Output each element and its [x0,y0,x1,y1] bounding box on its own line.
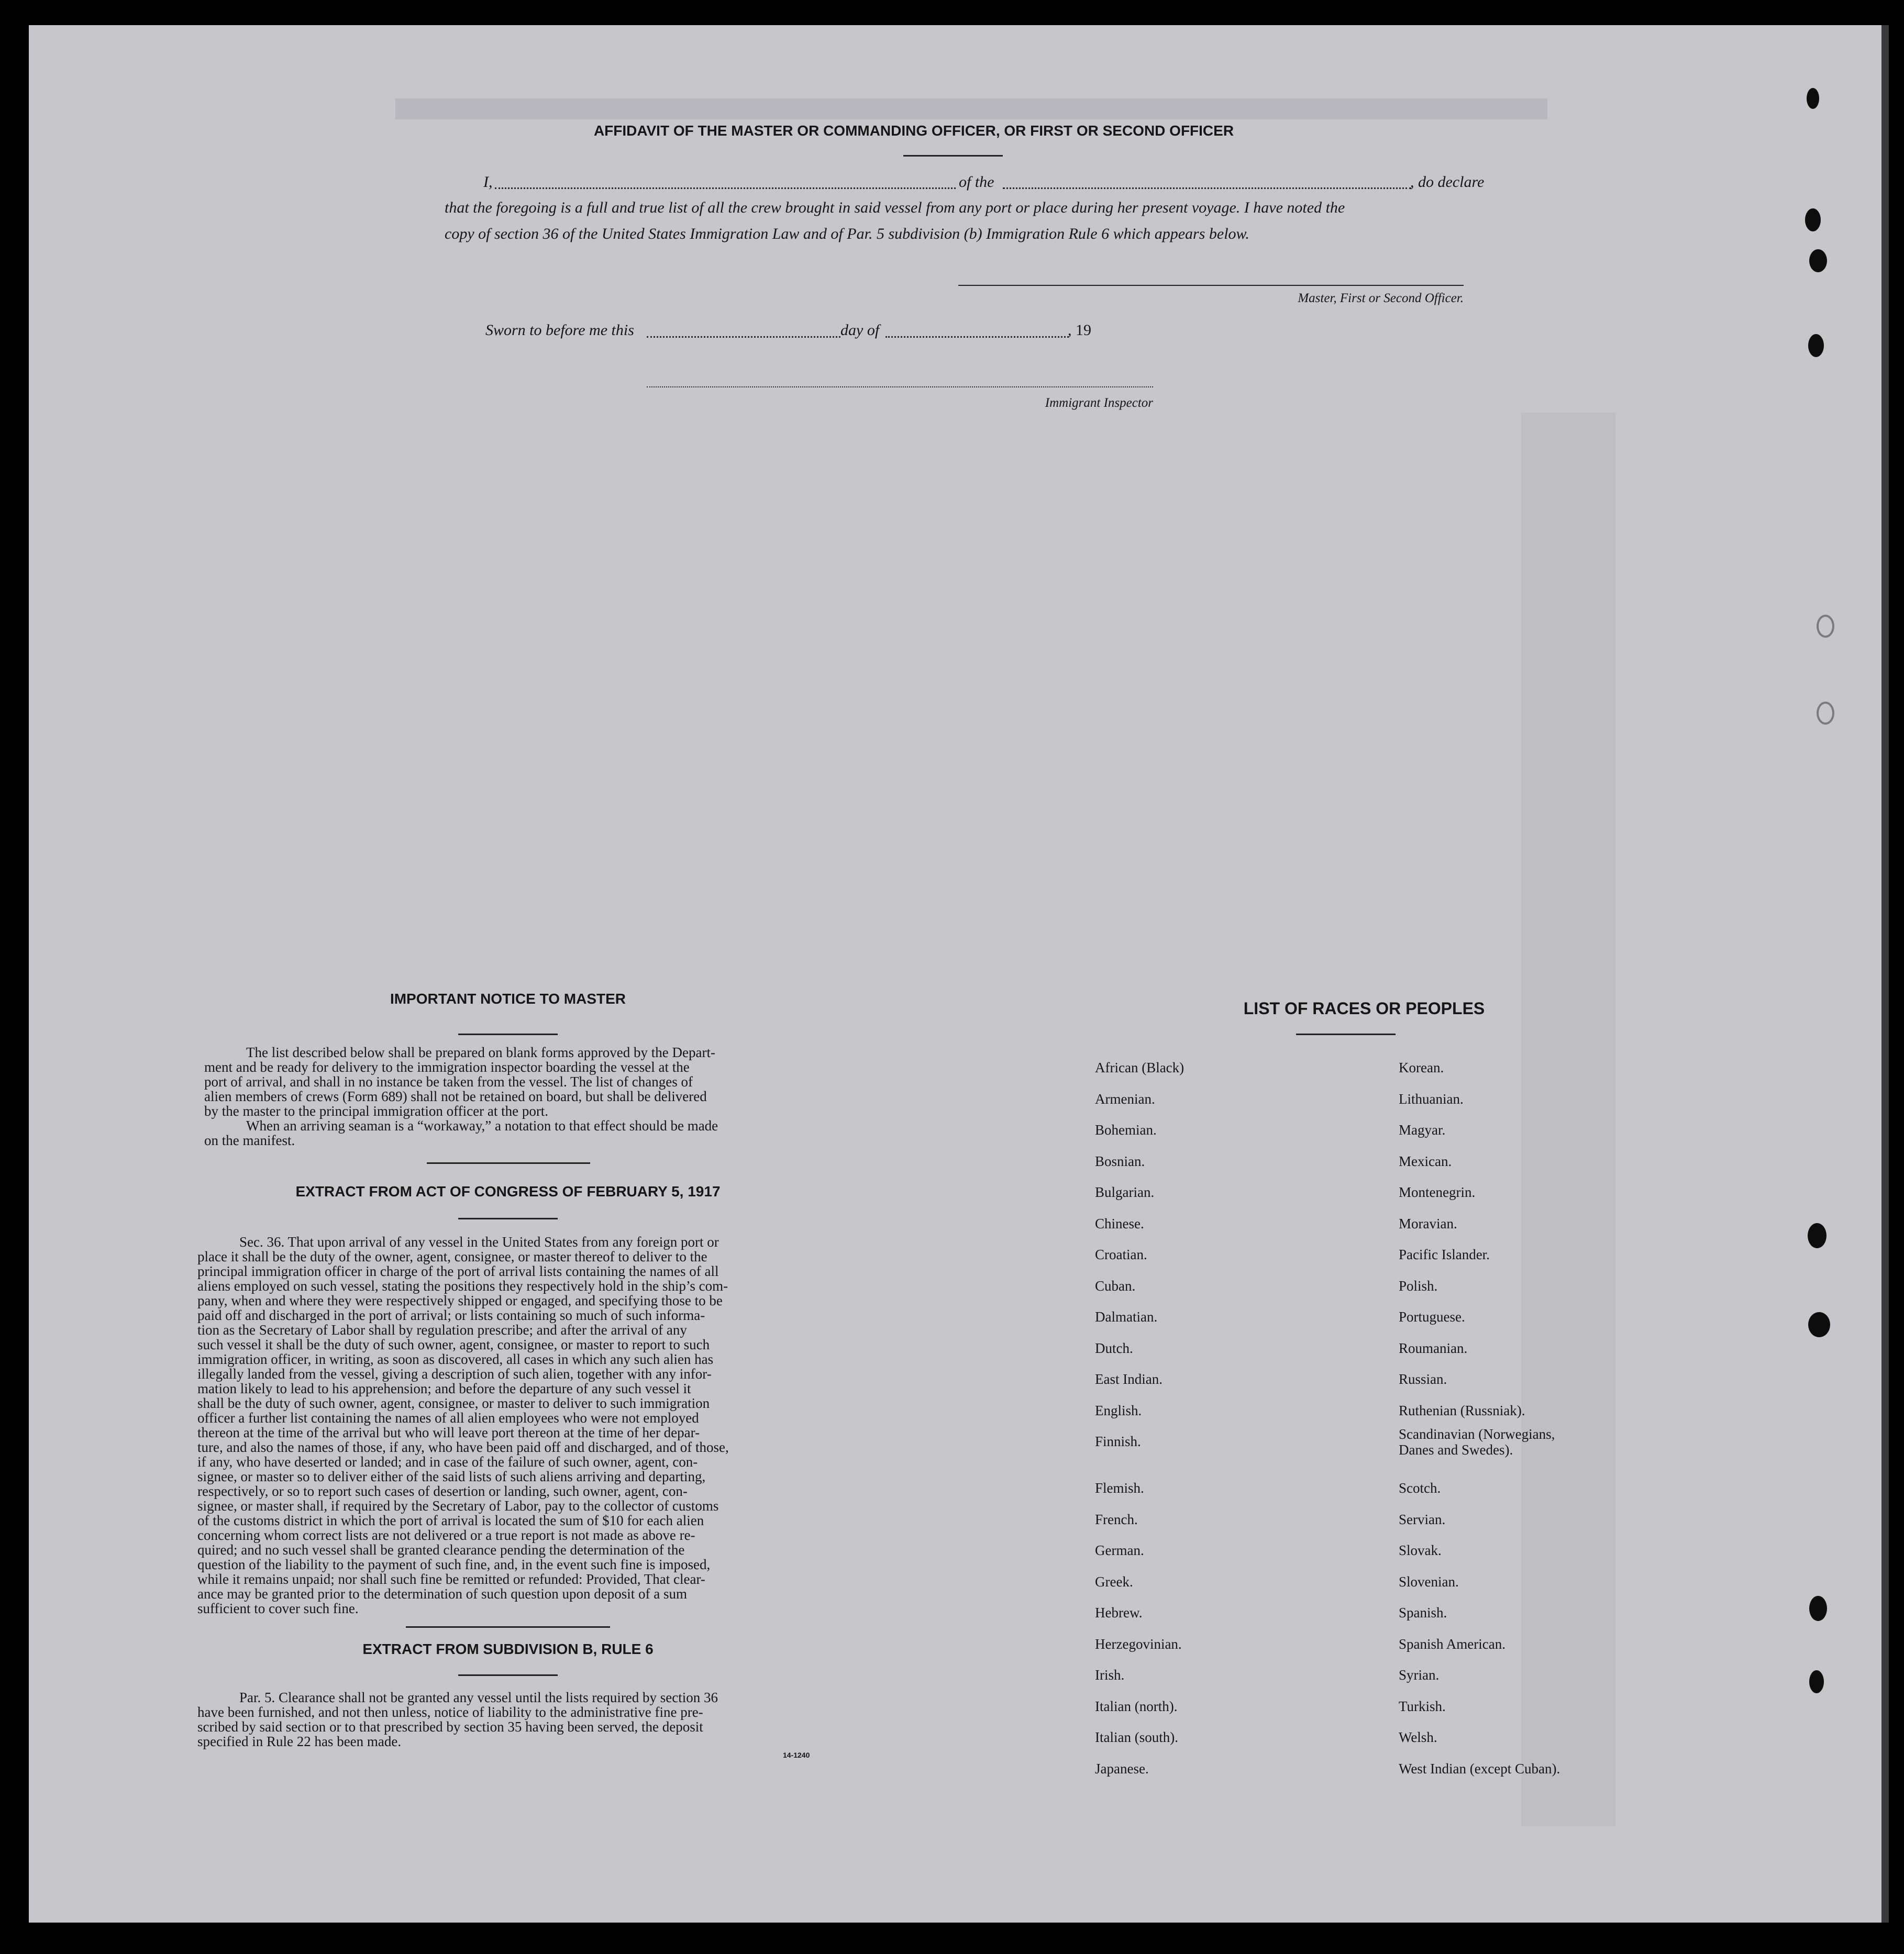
text-line: immigration officer, in writing, as soon as discovered, all cases in which any such alien has [197,1351,714,1367]
document-page [29,25,1889,1923]
text-line: pany, when and where they were respectively shipped or engaged, and specifying those to be [197,1293,723,1308]
vessel-blank [1003,187,1411,189]
text-line: on the manifest. [204,1133,295,1148]
race-item: Greek. [1095,1573,1133,1590]
race-item: Russian. [1399,1371,1447,1387]
form-number: 14-1240 [783,1751,810,1759]
text-line: alien members of crews (Form 689) shall not be retained on board, but shall be delivered [204,1089,707,1104]
race-item: East Indian. [1095,1371,1163,1387]
race-item: Finnish. [1095,1434,1141,1449]
race-item: Spanish. [1399,1605,1447,1620]
race-item: Moravian. [1399,1215,1457,1231]
section-divider [406,1626,610,1628]
act-title: EXTRACT FROM ACT OF CONGRESS OF FEBRUARY 5, 1917 [295,1183,721,1200]
text-line: scribed by said section or to that prescribed by section 35 having been served, the deposit [197,1719,703,1735]
text-line: by the master to the principal immigration officer at the port. [204,1103,549,1119]
rule-par-5-text [197,1690,812,1749]
race-item: German. [1095,1542,1144,1558]
text-line: of the customs district in which the port of arrival is located the sum of $10 for each alien [197,1513,704,1528]
race-item: Portuguese. [1399,1309,1465,1325]
binder-hole [1809,1596,1827,1621]
race-item: Slovak. [1399,1542,1442,1558]
text-line: have been furnished, and not then unless, notice of liability to the administrative fine pre- [197,1704,703,1720]
sworn-day-of: day of [840,321,880,339]
binder-hole [1807,88,1819,109]
act-section-36-text [197,1235,812,1616]
notice-text [204,1045,812,1118]
notice-divider [458,1034,558,1035]
inspector-signature-line [647,386,1153,387]
title-divider [903,155,1003,157]
race-item: Bosnian. [1095,1153,1145,1169]
text-line: respectively, or so to report such cases of desertion or landing, such owner, agent, con- [197,1483,688,1499]
race-item: Croatian. [1095,1247,1147,1262]
race-item: Cuban. [1095,1278,1136,1294]
race-item: Korean. [1399,1060,1444,1075]
binder-hole [1817,615,1834,638]
text-line: signee, or master shall, if required by the Secretary of Labor, pay to the collector of customs [197,1498,719,1514]
text-line: if any, who have deserted or landed; and in case of the failure of such owner, agent, con- [197,1454,698,1470]
race-item: English. [1095,1402,1142,1418]
text-line: ture, and also the names of those, if any, who have been paid off and discharged, and of those, [197,1439,729,1455]
races-left-column [1095,1052,1388,1784]
text-line: Par. 5. Clearance shall not be granted any vessel until the lists required by section 36 [239,1690,718,1705]
race-item: Ruthenian (Russniak). [1399,1402,1525,1418]
master-signature-label: Master, First or Second Officer. [1298,291,1464,305]
race-item: Syrian. [1399,1667,1440,1683]
text-line: tion as the Secretary of Labor shall by regulation prescribe; and after the arrival of any [197,1322,687,1338]
text-line: Sec. 36. That upon arrival of any vessel in the United States from any foreign port or [239,1234,719,1250]
text-line: paid off and discharged in the port of arrival; or lists containing so much of such informa- [197,1307,705,1323]
text-line: specified in Rule 22 has been made. [197,1734,402,1749]
binder-hole [1808,1312,1830,1337]
race-item: West Indian (except Cuban). [1399,1760,1560,1777]
name-blank [495,187,956,189]
binder-hole [1809,1670,1824,1693]
text-line: ment and be ready for delivery to the immigration inspector boarding the vessel at the [204,1059,690,1075]
text-line: sufficient to cover such fine. [197,1601,359,1616]
race-item: Flemish. [1095,1480,1144,1496]
text-line: officer a further list containing the names of all alien employees who were not employed [197,1410,699,1426]
section-divider [427,1162,590,1164]
race-item: Dutch. [1095,1340,1133,1356]
race-item: African (Black) [1095,1060,1185,1075]
race-item: Chinese. [1095,1215,1144,1231]
race-item: Scandinavian (Norwegians, Danes and Swedes). [1399,1426,1555,1458]
binder-hole [1808,1223,1826,1248]
race-item: Scotch. [1399,1480,1441,1496]
race-item: Turkish. [1399,1698,1446,1714]
affidavit-declare: , do declare [1410,173,1485,191]
race-item: Italian (north). [1095,1698,1178,1714]
sworn-day-blank [647,336,840,338]
binder-hole [1809,249,1827,272]
text-line: The list described below shall be prepared on blank forms approved by the Depart- [246,1045,715,1060]
rule-divider [458,1674,558,1676]
race-item: Magyar. [1399,1122,1446,1138]
race-item: Pacific Islander. [1399,1247,1490,1262]
race-item: Herzegovinian. [1095,1636,1182,1652]
master-signature-line [958,285,1464,286]
text-line: signee, or master so to deliver either of the said lists of such aliens arriving and departing, [197,1469,706,1484]
text-line: shall be the duty of such owner, agent, consignee, or master to deliver to such immigration [197,1395,710,1411]
race-item: Dalmatian. [1095,1309,1158,1325]
affidavit-line2: that the foregoing is a full and true list of all the crew brought in said vessel from any port or place during her present voyage. I have noted the [445,199,1345,216]
race-item: Bohemian. [1095,1122,1157,1138]
affidavit-title: AFFIDAVIT OF THE MASTER OR COMMANDING OFFICER, OR FIRST OR SECOND OFFICER [593,123,1234,139]
bleed-through [395,98,1547,119]
binder-hole [1817,702,1834,725]
sworn-text: Sworn to before me this [485,321,634,339]
text-line: When an arriving seaman is a “workaway,” a notation to that effect should be made [246,1118,718,1134]
text-line: aliens employed on such vessel, stating the positions they respectively hold in the ship’s com- [197,1278,728,1294]
races-divider [1296,1034,1396,1035]
affidavit-of-the: of the [959,173,994,191]
race-item: Spanish American. [1399,1636,1506,1652]
act-divider [458,1218,558,1219]
text-line: quired; and no such vessel shall be granted clearance pending the determination of the [197,1542,685,1558]
race-item: French. [1095,1511,1138,1527]
race-item: Servian. [1399,1511,1446,1527]
binder-hole [1808,334,1824,357]
race-item: Slovenian. [1399,1573,1459,1590]
races-right-column [1399,1052,1765,1784]
race-item: Italian (south). [1095,1729,1178,1745]
race-item: Japanese. [1095,1760,1149,1777]
text-line: illegally landed from the vessel, giving a description of such alien, together with any infor- [197,1366,712,1382]
race-item: Montenegrin. [1399,1184,1476,1200]
text-line: thereon at the time of the arrival but who will leave port thereon at the time of her depar- [197,1425,700,1440]
inspector-label: Immigrant Inspector [1045,396,1153,410]
text-line: port of arrival, and shall in no instance be taken from the vessel. The list of changes of [204,1074,693,1090]
sworn-year: , 19 [1068,321,1091,339]
notice-title: IMPORTANT NOTICE TO MASTER [390,991,626,1007]
text-line: such vessel it shall be the duty of such owner, agent, consignee, or master to report to such [197,1337,710,1352]
race-item: Welsh. [1399,1729,1437,1745]
sworn-month-blank [885,336,1069,338]
text-line: question of the liability to the payment of such fine, and, in the event such fine is imposed, [197,1557,711,1572]
text-line: place it shall be the duty of the owner, agent, consignee, or master thereof to deliver to the [197,1249,707,1264]
race-item: Mexican. [1399,1153,1452,1169]
notice-paragraph [204,1045,812,1148]
race-item: Irish. [1095,1667,1125,1683]
notice-text-workaway [204,1118,812,1148]
race-item: Armenian. [1095,1091,1155,1107]
race-item: Roumanian. [1399,1340,1468,1356]
race-item: Lithuanian. [1399,1091,1464,1107]
rule-title: EXTRACT FROM SUBDIVISION B, RULE 6 [362,1641,654,1657]
text-line: concerning whom correct lists are not delivered or a true report is not made as above re- [197,1527,695,1543]
race-item: Polish. [1399,1278,1438,1294]
races-title: LIST OF RACES OR PEOPLES [1243,999,1485,1018]
text-line: while it remains unpaid; nor shall such fine be remitted or refunded: Provided, That clear- [197,1571,705,1587]
text-line: ance may be granted prior to the determination of such question upon deposit of a sum [197,1586,688,1602]
text-line: principal immigration officer in charge of the port of arrival lists containing the names of all [197,1263,719,1279]
race-item: Bulgarian. [1095,1184,1155,1200]
affidavit-i: I, [483,173,493,191]
text-line: mation likely to lead to his apprehension; and before the departure of any such vessel it [197,1381,691,1396]
affidavit-line3: copy of section 36 of the United States Immigration Law and of Par. 5 subdivision (b) Immigration Rule 6 which appears below. [445,225,1249,242]
race-item: Hebrew. [1095,1605,1143,1620]
binder-hole [1805,208,1821,231]
